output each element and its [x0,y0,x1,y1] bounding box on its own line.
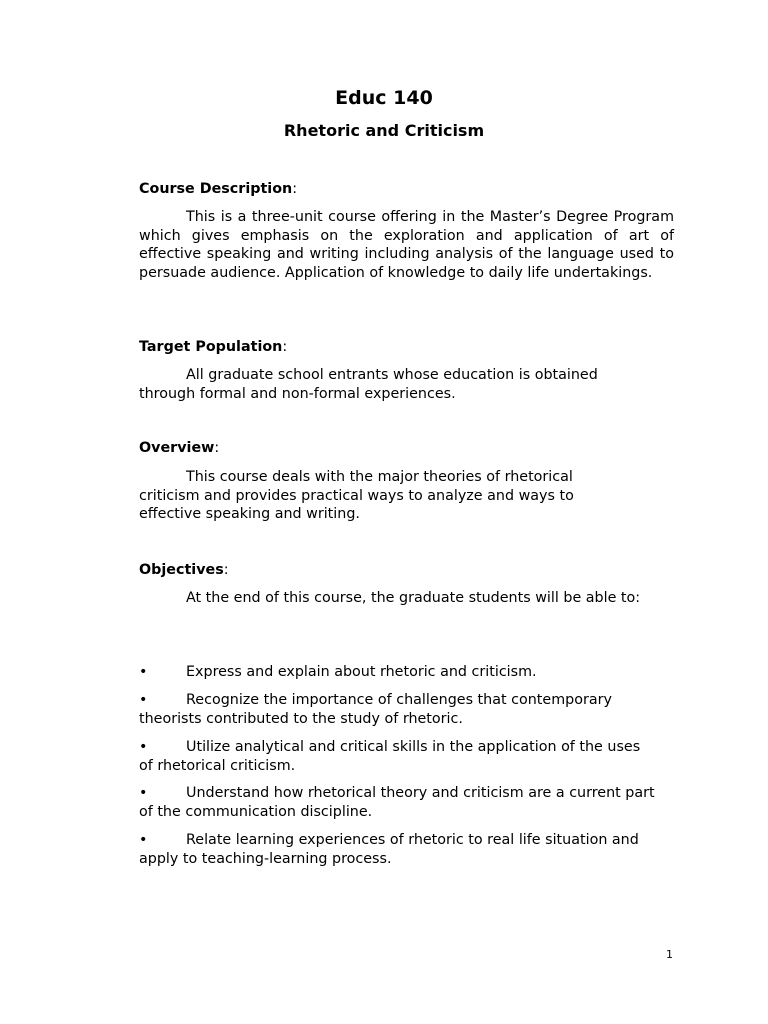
list-item: • Relate learning experiences of rhetoric to real life situation and apply to teaching-learning process. [139,832,639,867]
course-description-heading: Course Description: [139,181,298,197]
overview-heading: Overview: [139,440,220,456]
overview-body-block [139,468,674,524]
list-item: • Recognize the importance of challenges that contemporary theorists contributed to the study of rhetoric. [139,692,612,727]
target-population-body: All graduate school entrants whose education is obtained through formal and non-formal experiences. [139,367,598,402]
course-description-body: This is a three-unit course offering in the Master’s Degree Program which gives emphasis on the exploration and application of art of effective speaking and writing including analysis of the language used to persuade audience. Application of knowledge to daily life undertakings. [139,209,674,281]
target-population-section [139,338,674,357]
course-description-section [139,180,674,199]
list-item: • Express and explain about rhetoric and criticism. [139,664,537,680]
document-subtitle: Rhetoric and Criticism [283,121,485,140]
objectives-heading: Objectives: [139,562,229,578]
bullet-icon: • [139,785,148,801]
course-description-body-block [139,208,674,282]
overview-body: This course deals with the major theories of rhetorical criticism and provides practical ways to analyze and ways to effective speaking and writing. [139,469,574,522]
bullet-icon: • [139,832,148,848]
overview-section [139,439,674,458]
list-item: • Utilize analytical and critical skills in the application of the uses of rhetorical criticism. [139,739,641,774]
bullet-icon: • [139,692,148,708]
target-population-body-block [139,366,674,403]
target-population-heading: Target Population: [139,339,288,355]
objectives-intro: At the end of this course, the graduate students will be able to: [186,590,641,606]
list-item: • Understand how rhetorical theory and criticism are a current part of the communication discipline. [139,785,655,820]
objectives-intro-block [139,589,674,608]
document-title: Educ 140 [335,87,433,109]
objectives-section [139,561,674,580]
bullet-icon: • [139,739,148,755]
bullet-icon: • [139,664,148,680]
page-number: 1 [666,948,673,961]
